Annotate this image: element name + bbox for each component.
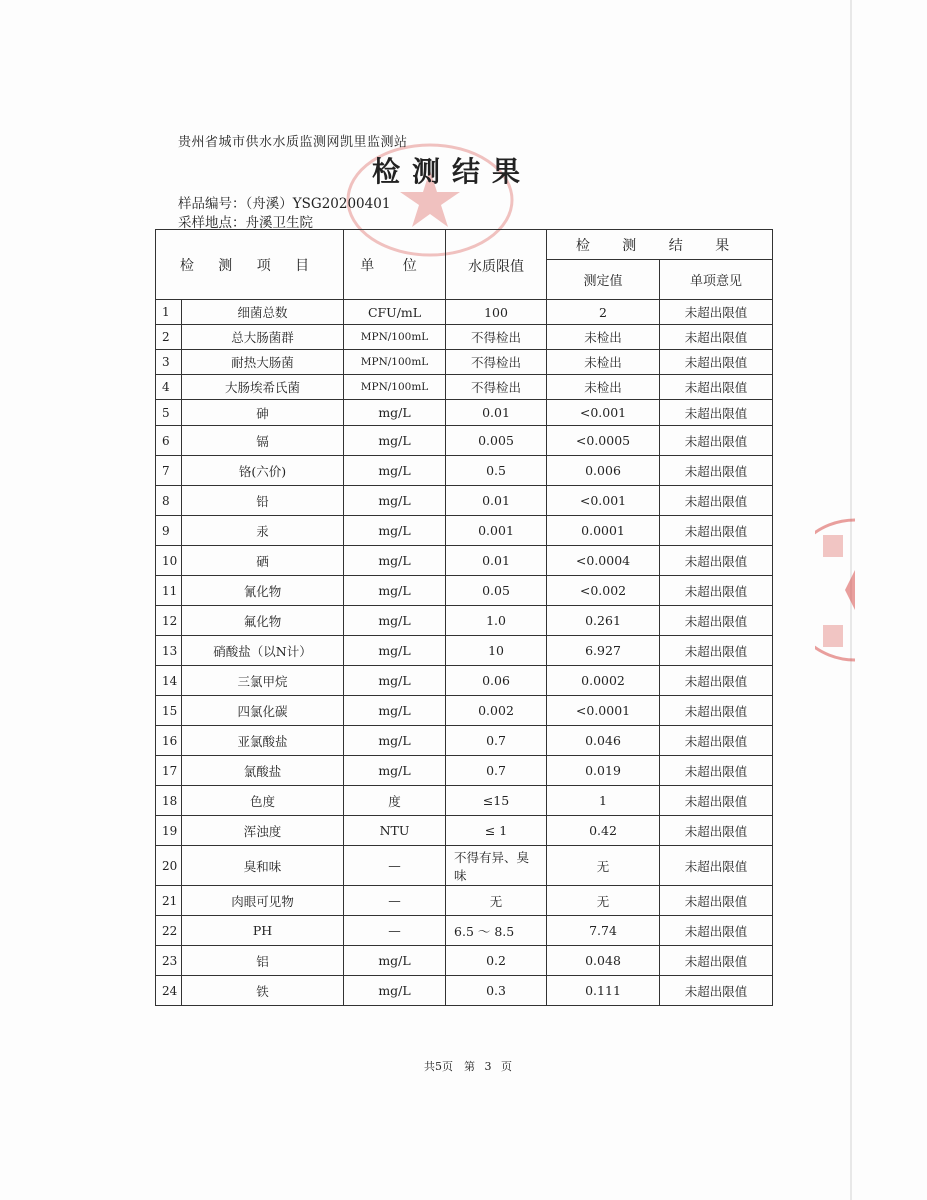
row-number: 3	[156, 350, 182, 375]
row-limit: 0.06	[446, 666, 547, 696]
row-item: 浑浊度	[182, 816, 344, 846]
row-limit: ≤ 1	[446, 816, 547, 846]
row-opinion: 未超出限值	[660, 916, 773, 946]
header-unit: 单 位	[344, 230, 446, 300]
row-value: 未检出	[547, 350, 660, 375]
row-item: 三氯甲烷	[182, 666, 344, 696]
row-number: 6	[156, 426, 182, 456]
row-limit: 不得有异、臭味	[446, 846, 547, 886]
row-unit: MPN/100mL	[344, 350, 446, 375]
row-unit: 度	[344, 786, 446, 816]
row-limit: 10	[446, 636, 547, 666]
row-limit: 0.01	[446, 486, 547, 516]
header-opinion: 单项意见	[660, 260, 773, 300]
row-opinion: 未超出限值	[660, 756, 773, 786]
row-value: 1	[547, 786, 660, 816]
row-limit: 0.3	[446, 976, 547, 1006]
row-number: 16	[156, 726, 182, 756]
org-name: 贵州省城市供水水质监测网凯里监测站	[178, 135, 408, 150]
row-opinion: 未超出限值	[660, 456, 773, 486]
row-number: 22	[156, 916, 182, 946]
row-limit: 0.5	[446, 456, 547, 486]
row-number: 20	[156, 846, 182, 886]
row-item: 氰化物	[182, 576, 344, 606]
row-unit: CFU/mL	[344, 300, 446, 325]
row-opinion: 未超出限值	[660, 946, 773, 976]
row-number: 12	[156, 606, 182, 636]
table-row	[156, 606, 773, 636]
row-value: 6.927	[547, 636, 660, 666]
table-row	[156, 756, 773, 786]
page-footer: 共5页 第 3 页	[424, 1060, 512, 1073]
row-limit: 0.7	[446, 756, 547, 786]
row-number: 21	[156, 886, 182, 916]
header-item: 检 测 项 目	[156, 230, 344, 300]
row-opinion: 未超出限值	[660, 786, 773, 816]
row-limit: 0.01	[446, 546, 547, 576]
row-opinion: 未超出限值	[660, 886, 773, 916]
row-item: 细菌总数	[182, 300, 344, 325]
row-number: 7	[156, 456, 182, 486]
row-opinion: 未超出限值	[660, 426, 773, 456]
row-limit: 6.5 ～ 8.5	[446, 916, 547, 946]
row-opinion: 未超出限值	[660, 486, 773, 516]
row-unit: mg/L	[344, 426, 446, 456]
row-item: 总大肠菌群	[182, 325, 344, 350]
row-opinion: 未超出限值	[660, 696, 773, 726]
row-number: 17	[156, 756, 182, 786]
row-opinion: 未超出限值	[660, 325, 773, 350]
row-unit: mg/L	[344, 946, 446, 976]
table-row	[156, 350, 773, 375]
row-opinion: 未超出限值	[660, 576, 773, 606]
row-item: PH	[182, 916, 344, 946]
header-result-group: 检 测 结 果	[547, 230, 773, 260]
table-row	[156, 816, 773, 846]
row-value: 0.006	[547, 456, 660, 486]
table-row	[156, 486, 773, 516]
row-unit: mg/L	[344, 456, 446, 486]
row-value: 7.74	[547, 916, 660, 946]
sample-number: 样品编号：（舟溪）YSG20200401	[178, 196, 391, 212]
table-row	[156, 726, 773, 756]
table-row	[156, 456, 773, 486]
row-value: 0.048	[547, 946, 660, 976]
row-item: 大肠埃希氏菌	[182, 375, 344, 400]
table-row	[156, 846, 773, 886]
row-value: 0.111	[547, 976, 660, 1006]
row-limit: 无	[446, 886, 547, 916]
sampling-site: 采样地点：舟溪卫生院	[178, 215, 313, 231]
table-row	[156, 916, 773, 946]
page-title: 检测结果	[372, 155, 533, 188]
row-unit: mg/L	[344, 516, 446, 546]
table-row	[156, 426, 773, 456]
table-row	[156, 325, 773, 350]
row-number: 5	[156, 400, 182, 426]
row-number: 19	[156, 816, 182, 846]
row-value: 未检出	[547, 325, 660, 350]
row-number: 11	[156, 576, 182, 606]
row-unit: mg/L	[344, 546, 446, 576]
row-value: 0.019	[547, 756, 660, 786]
row-unit: MPN/100mL	[344, 325, 446, 350]
row-limit: ≤15	[446, 786, 547, 816]
table-row	[156, 300, 773, 325]
row-unit: —	[344, 846, 446, 886]
row-item: 硒	[182, 546, 344, 576]
results-body	[156, 300, 773, 1006]
row-value: 0.046	[547, 726, 660, 756]
row-limit: 不得检出	[446, 325, 547, 350]
row-number: 13	[156, 636, 182, 666]
row-unit: mg/L	[344, 486, 446, 516]
table-row	[156, 946, 773, 976]
row-limit: 0.002	[446, 696, 547, 726]
table-row	[156, 886, 773, 916]
row-value: 无	[547, 886, 660, 916]
table-row	[156, 666, 773, 696]
row-item: 耐热大肠菌	[182, 350, 344, 375]
row-unit: mg/L	[344, 636, 446, 666]
table-row	[156, 696, 773, 726]
row-number: 24	[156, 976, 182, 1006]
row-limit: 0.7	[446, 726, 547, 756]
row-number: 15	[156, 696, 182, 726]
row-number: 14	[156, 666, 182, 696]
row-limit: 0.05	[446, 576, 547, 606]
table-row	[156, 546, 773, 576]
row-item: 砷	[182, 400, 344, 426]
row-opinion: 未超出限值	[660, 400, 773, 426]
row-item: 氯酸盐	[182, 756, 344, 786]
row-limit: 100	[446, 300, 547, 325]
row-limit: 0.001	[446, 516, 547, 546]
row-item: 臭和味	[182, 846, 344, 886]
table-row	[156, 786, 773, 816]
header-measured: 测定值	[547, 260, 660, 300]
row-value: 0.261	[547, 606, 660, 636]
row-unit: mg/L	[344, 726, 446, 756]
row-item: 亚氯酸盐	[182, 726, 344, 756]
row-item: 肉眼可见物	[182, 886, 344, 916]
table-row	[156, 400, 773, 426]
row-number: 2	[156, 325, 182, 350]
row-item: 色度	[182, 786, 344, 816]
row-opinion: 未超出限值	[660, 666, 773, 696]
row-value: <0.002	[547, 576, 660, 606]
row-limit: 1.0	[446, 606, 547, 636]
row-limit: 0.2	[446, 946, 547, 976]
row-number: 9	[156, 516, 182, 546]
row-item: 镉	[182, 426, 344, 456]
row-unit: mg/L	[344, 666, 446, 696]
row-opinion: 未超出限值	[660, 300, 773, 325]
row-item: 硝酸盐（以N计）	[182, 636, 344, 666]
row-unit: mg/L	[344, 606, 446, 636]
row-item: 铅	[182, 486, 344, 516]
row-value: <0.001	[547, 486, 660, 516]
row-item: 铝	[182, 946, 344, 976]
row-item: 四氯化碳	[182, 696, 344, 726]
row-opinion: 未超出限值	[660, 375, 773, 400]
row-limit: 0.01	[446, 400, 547, 426]
row-opinion: 未超出限值	[660, 350, 773, 375]
row-opinion: 未超出限值	[660, 606, 773, 636]
table-row	[156, 636, 773, 666]
row-value: 2	[547, 300, 660, 325]
table-row	[156, 976, 773, 1006]
row-value: 无	[547, 846, 660, 886]
row-unit: mg/L	[344, 576, 446, 606]
row-number: 10	[156, 546, 182, 576]
row-opinion: 未超出限值	[660, 546, 773, 576]
row-item: 铬(六价)	[182, 456, 344, 486]
row-value: 未检出	[547, 375, 660, 400]
seam-seal-icon	[815, 515, 855, 665]
row-item: 汞	[182, 516, 344, 546]
row-opinion: 未超出限值	[660, 726, 773, 756]
row-opinion: 未超出限值	[660, 816, 773, 846]
table-row	[156, 516, 773, 546]
row-item: 铁	[182, 976, 344, 1006]
row-opinion: 未超出限值	[660, 516, 773, 546]
row-value: 0.0001	[547, 516, 660, 546]
row-value: <0.0001	[547, 696, 660, 726]
row-opinion: 未超出限值	[660, 976, 773, 1006]
row-unit: mg/L	[344, 696, 446, 726]
table-row	[156, 375, 773, 400]
row-item: 氟化物	[182, 606, 344, 636]
row-value: <0.0005	[547, 426, 660, 456]
row-value: 0.42	[547, 816, 660, 846]
row-opinion: 未超出限值	[660, 636, 773, 666]
row-number: 4	[156, 375, 182, 400]
row-unit: —	[344, 916, 446, 946]
row-unit: mg/L	[344, 756, 446, 786]
row-unit: MPN/100mL	[344, 375, 446, 400]
row-unit: mg/L	[344, 400, 446, 426]
row-number: 8	[156, 486, 182, 516]
row-unit: mg/L	[344, 976, 446, 1006]
row-limit: 不得检出	[446, 350, 547, 375]
row-opinion: 未超出限值	[660, 846, 773, 886]
row-value: <0.001	[547, 400, 660, 426]
header-limit: 水质限值	[446, 230, 547, 300]
table-row	[156, 576, 773, 606]
row-value: <0.0004	[547, 546, 660, 576]
row-number: 23	[156, 946, 182, 976]
row-unit: NTU	[344, 816, 446, 846]
row-limit: 不得检出	[446, 375, 547, 400]
row-unit: —	[344, 886, 446, 916]
row-number: 1	[156, 300, 182, 325]
results-table	[155, 229, 773, 1006]
row-number: 18	[156, 786, 182, 816]
row-limit: 0.005	[446, 426, 547, 456]
row-value: 0.0002	[547, 666, 660, 696]
